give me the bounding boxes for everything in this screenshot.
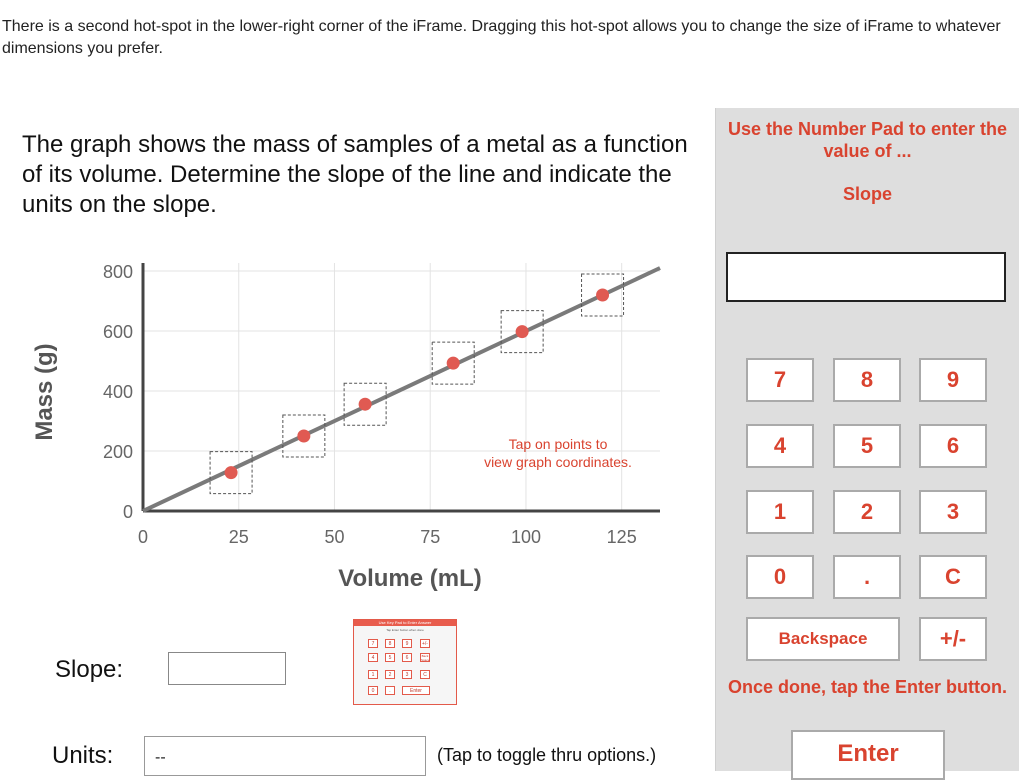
data-point[interactable] [359,398,372,411]
keypad-thumbnail-key: . [385,686,395,695]
trend-line [143,268,660,511]
keypad-thumbnail-key: 4 [368,653,378,662]
done-instruction: Once done, tap the Enter button. [728,677,1007,697]
slope-label: Slope: [55,656,124,683]
y-tick-label: 200 [102,442,133,462]
number-pad-title: Use the Number Pad to enter the value of ... [727,119,1008,161]
number-pad-display[interactable] [726,252,1006,302]
units-label: Units: [52,742,114,769]
x-tick-label: 75 [420,527,441,547]
keypad-thumbnail-key: 2 [385,670,395,679]
keypad-thumbnail[interactable] [353,619,457,705]
data-point[interactable] [447,357,460,370]
keypad-thumbnail-key: Back Space [421,654,430,662]
keypad-thumbnail-key: +/- [420,639,430,648]
number-pad-target: Slope [842,184,892,204]
keypad-thumbnail-subheader: Tap Enter button when done [386,628,424,632]
units-toggle[interactable]: -- [144,736,426,776]
enter-button[interactable]: Enter [791,730,945,780]
keypad-thumbnail-header: Use Key Pad to Enter Answer [354,620,456,626]
tap-points-hint: Tap on points to [508,436,608,452]
key-5[interactable]: 5 [833,424,901,468]
key-2[interactable]: 2 [833,490,901,534]
x-tick-label: 0 [137,527,149,547]
question-text: The graph shows the mass of samples of a metal as a function of its volume. Determine the slope of the line and indicate the units on the slope. [22,131,688,218]
x-tick-label: 50 [324,527,345,547]
key-1[interactable]: 1 [746,490,814,534]
keypad-thumbnail-key: 5 [385,653,395,662]
backspace-button[interactable]: Backspace [746,617,900,661]
data-point[interactable] [297,430,310,443]
key-7[interactable]: 7 [746,358,814,402]
mass-volume-graph [0,240,700,620]
x-tick-label: 100 [510,527,541,547]
y-tick-label: 400 [102,382,133,402]
keypad-thumbnail-key: 1 [368,670,378,679]
sign-toggle-button[interactable]: +/- [919,617,987,661]
keypad-thumbnail-key: 0 [368,686,378,695]
tap-points-hint-line2: view graph coordinates. [484,454,632,470]
keypad-thumbnail-key: 3 [402,670,412,679]
key-3[interactable]: 3 [919,490,987,534]
x-tick-label: 25 [228,527,249,547]
y-tick-label: 0 [122,502,133,522]
keypad-thumbnail-key: C [420,670,430,679]
data-point[interactable] [596,289,609,302]
key-9[interactable]: 9 [919,358,987,402]
units-toggle-hint: (Tap to toggle thru options.) [437,745,657,765]
slope-input[interactable] [168,652,286,685]
data-point[interactable] [225,466,238,479]
key-4[interactable]: 4 [746,424,814,468]
y-tick-label: 800 [102,262,133,282]
x-axis-label: Volume (mL) [338,565,482,592]
keypad-thumbnail-key: 7 [368,639,378,648]
key-0[interactable]: 0 [746,555,814,599]
number-pad-panel [715,108,1019,771]
y-tick-label: 600 [102,322,133,342]
x-tick-label: 125 [606,527,637,547]
key-6[interactable]: 6 [919,424,987,468]
key-decimal[interactable]: . [833,555,901,599]
keypad-thumbnail-key: 9 [402,639,412,648]
data-point[interactable] [516,325,529,338]
keypad-thumbnail-key: 6 [402,653,412,662]
key-8[interactable]: 8 [833,358,901,402]
graph-trendline [143,268,660,511]
key-clear[interactable]: C [919,555,987,599]
y-axis-label: Mass (g) [31,343,58,441]
keypad-thumbnail-key: Enter [402,686,430,695]
intro-text: There is a second hot-spot in the lower-right corner of the iFrame. Dragging this hot-spot allows you to change the size of iFrame to whatever dimensions you prefer. [2,18,1001,57]
keypad-thumbnail-key: 8 [385,639,395,648]
